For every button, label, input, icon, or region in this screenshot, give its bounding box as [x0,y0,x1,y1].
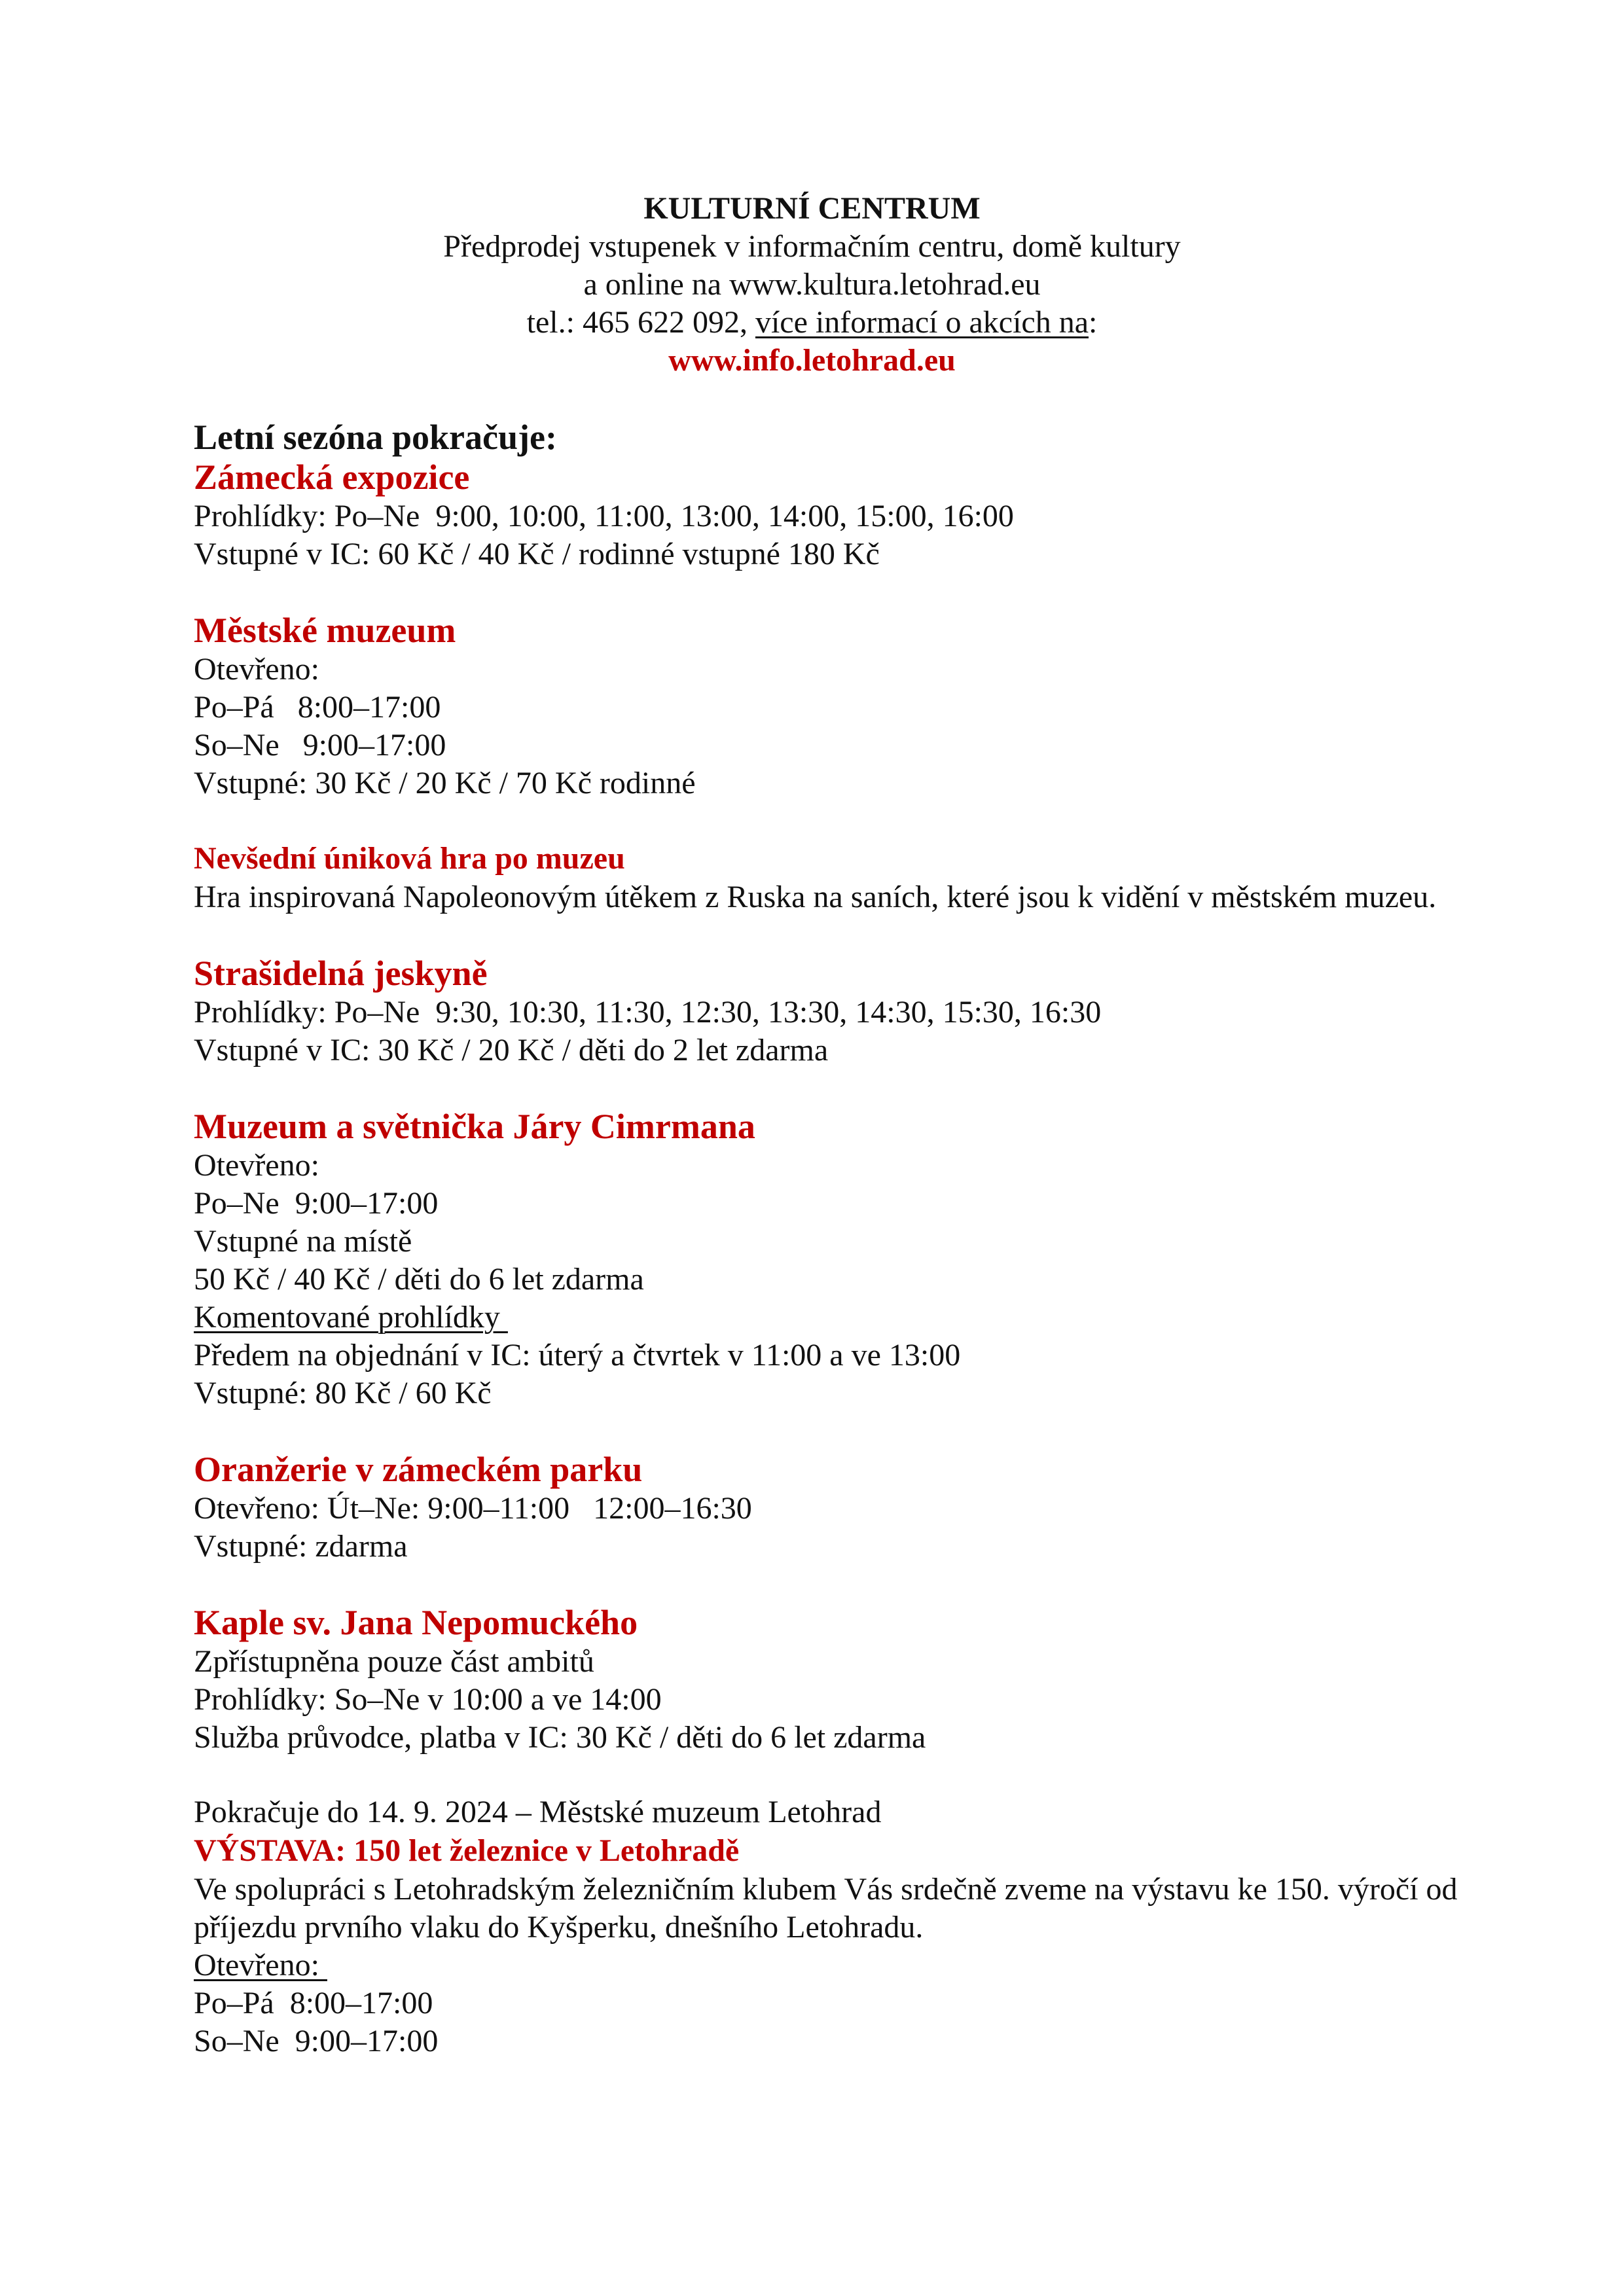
section-vystava [194,1793,1470,2060]
open-label: Otevřeno: [194,652,319,687]
section-oranzerie [194,1449,1470,1566]
section-title: VÝSTAVA: 150 let železnice v Letohradě [194,1833,740,1868]
hours-weekday: Po–Pá 8:00–17:00 [194,1986,433,2020]
header-presale-line: Předprodej vstupenek v informačním centru, domě kultury [443,229,1181,264]
season-heading: Letní sezóna pokračuje: [194,418,557,457]
hours-weekend: So–Ne 9:00–17:00 [194,2024,439,2058]
hours-weekday: Po–Pá 8:00–17:00 [194,690,441,725]
hours-weekend: So–Ne 9:00–17:00 [194,728,446,762]
admission-label: Vstupné na místě [194,1224,412,1259]
header-online-line: a online na www.kultura.letohrad.eu [583,267,1041,302]
admission: Vstupné: zdarma [194,1529,408,1564]
section-title: Strašidelná jeskyně [194,954,488,993]
section-mestske-muzeum [194,610,1470,802]
admission: Vstupné v IC: 30 Kč / 20 Kč / děti do 2 let zdarma [194,1033,829,1067]
section-title: Zámecká expozice [194,457,470,497]
section-strasidelna-jeskyne [194,953,1470,1069]
note: Zpřístupněna pouze část ambitů [194,1644,594,1679]
section-title: Oranžerie v zámeckém parku [194,1450,643,1489]
section-title: Kaple sv. Jana Nepomuckého [194,1603,638,1642]
header-colon: : [1089,305,1098,340]
tour-times: Prohlídky: Po–Ne 9:00, 10:00, 11:00, 13:00, 14:00, 15:00, 16:00 [194,499,1014,533]
section-title: Nevšední úniková hra po muzeu [194,841,625,876]
section-title: Muzeum a světnička Járy Cimrmana [194,1107,755,1146]
section-title: Městské muzeum [194,611,456,650]
admission: 50 Kč / 40 Kč / děti do 6 let zdarma [194,1262,644,1297]
hours: Po–Ne 9:00–17:00 [194,1186,439,1221]
header-phone: tel.: 465 622 092, [526,305,755,340]
section-description: Ve spolupráci s Letohradským železničním klubem Vás srdečně zveme na výstavu ke 150. výročí od příjezdu prvního vlaku do Kyšperku, dnešního Letohradu. [194,1872,1458,1945]
guided-tours-times: Předem na objednání v IC: úterý a čtvrtek v 11:00 a ve 13:00 [194,1338,961,1372]
section-zamecka-expozice [194,457,1470,573]
guided-tours-label: Komentované prohlídky [194,1300,508,1335]
exhibition-intro: Pokračuje do 14. 9. 2024 – Městské muzeum Letohrad [194,1795,882,1829]
content [194,418,1470,2060]
section-cimrman [194,1106,1470,1412]
guided-tours-admission: Vstupné: 80 Kč / 60 Kč [194,1376,492,1410]
admission: Vstupné v IC: 60 Kč / 40 Kč / rodinné vstupné 180 Kč [194,537,880,571]
tour-times: Prohlídky: So–Ne v 10:00 a ve 14:00 [194,1682,662,1717]
header-phone-line [0,304,1624,342]
open-label: Otevřeno: [194,1948,327,1982]
tour-times: Prohlídky: Po–Ne 9:30, 10:30, 11:30, 12:30, 13:30, 14:30, 15:30, 16:30 [194,995,1102,1030]
website-link[interactable]: www.info.letohrad.eu [668,343,956,378]
more-info-link[interactable]: více informací o akcích na [755,305,1089,340]
admission: Vstupné: 30 Kč / 20 Kč / 70 Kč rodinné [194,766,696,800]
section-kaple [194,1602,1470,1757]
section-description: Hra inspirovaná Napoleonovým útěkem z Ruska na saních, které jsou k vidění v městském muzeu. [194,880,1437,914]
hours: Otevřeno: Út–Ne: 9:00–11:00 12:00–16:30 [194,1491,752,1526]
header-block [0,190,1624,380]
guide-fee: Služba průvodce, platba v IC: 30 Kč / děti do 6 let zdarma [194,1720,926,1755]
section-unikova-hra [194,839,1470,916]
open-label: Otevřeno: [194,1148,319,1183]
page-title: KULTURNÍ CENTRUM [643,191,981,226]
